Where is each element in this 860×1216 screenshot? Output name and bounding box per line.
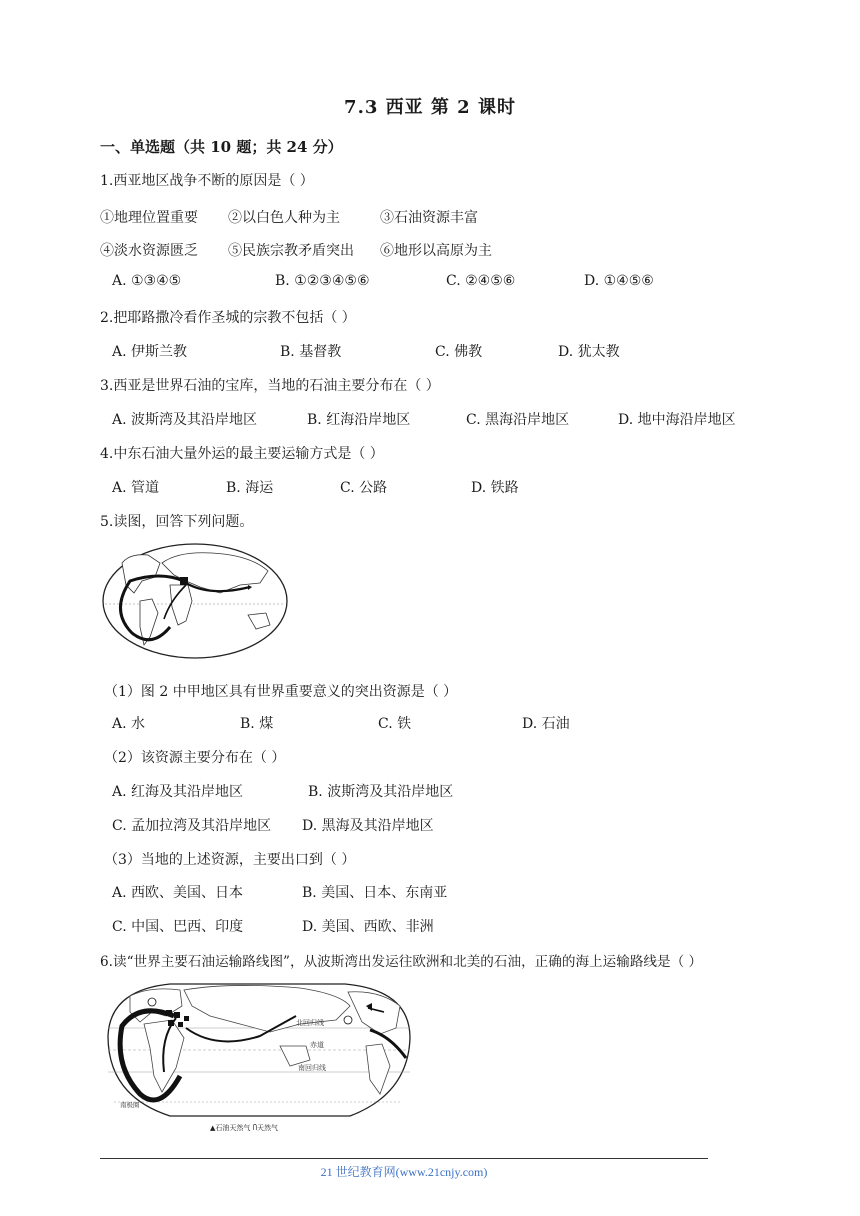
question-5-3-option-d[interactable]: D. 美国、西欧、非洲: [302, 919, 434, 935]
question-1-option-b[interactable]: B. ①②③④⑤⑥: [275, 273, 370, 289]
question-1-item: ⑥地形以高原为主: [380, 243, 492, 259]
question-2-option-c[interactable]: C. 佛教: [435, 344, 483, 360]
question-2-option-d[interactable]: D. 犹太教: [558, 344, 620, 360]
question-5-1-option-c[interactable]: C. 铁: [378, 716, 412, 732]
question-1-item: ②以白色人种为主: [228, 210, 340, 226]
question-1-option-d[interactable]: D. ①④⑤⑥: [584, 273, 654, 289]
question-3-option-c[interactable]: C. 黑海沿岸地区: [466, 412, 570, 428]
question-3-option-b[interactable]: B. 红海沿岸地区: [307, 412, 411, 428]
question-1-item: ①地理位置重要: [100, 210, 198, 226]
question-5-3-option-a[interactable]: A. 西欧、美国、日本: [112, 885, 244, 901]
section-heading: 一、单选题（共 10 题；共 24 分）: [100, 138, 343, 156]
question-5-1-stem: （1）图 2 中甲地区具有世界重要意义的突出资源是（ ）: [104, 684, 458, 700]
question-5-1-option-a[interactable]: A. 水: [112, 716, 146, 732]
question-4-option-c[interactable]: C. 公路: [340, 480, 388, 496]
question-4-option-a[interactable]: A. 管道: [112, 480, 160, 496]
question-4-stem: 4.中东石油大量外运的最主要运输方式是（ ）: [100, 446, 384, 462]
question-5-1-option-d[interactable]: D. 石油: [522, 716, 570, 732]
question-5-stem: 5.读图，回答下列问题。: [100, 514, 254, 530]
world-oil-transport-map: [100, 976, 415, 1134]
question-6-stem: 6.读“世界主要石油运输路线图”，从波斯湾出发运往欧洲和北美的石油，正确的海上运输路线是（ ）: [100, 954, 703, 970]
question-3-stem: 3.西亚是世界石油的宝库，当地的石油主要分布在（ ）: [100, 378, 440, 394]
question-5-2-option-d[interactable]: D. 黑海及其沿岸地区: [302, 818, 434, 834]
question-2-option-b[interactable]: B. 基督教: [280, 344, 342, 360]
question-4-option-b[interactable]: B. 海运: [226, 480, 274, 496]
question-1-option-c[interactable]: C. ②④⑤⑥: [446, 273, 516, 289]
map-label-equator: 赤道: [310, 1041, 324, 1049]
map-legend: ▲石油天然气 Ⴖ天然气: [210, 1124, 279, 1132]
question-2-stem: 2.把耶路撒冷看作圣城的宗教不包括（ ）: [100, 310, 356, 326]
map-label-antarctic-circle: 南极圈: [120, 1101, 140, 1109]
question-3-option-d[interactable]: D. 地中海沿岸地区: [618, 412, 736, 428]
footer-link[interactable]: 21 世纪教育网(www.21cnjy.com): [320, 1165, 488, 1179]
question-4-option-d[interactable]: D. 铁路: [471, 480, 519, 496]
question-1-stem: 1.西亚地区战争不断的原因是（ ）: [100, 173, 314, 189]
oil-route-map-small: [100, 541, 290, 662]
question-3-option-a[interactable]: A. 波斯湾及其沿岸地区: [112, 412, 258, 428]
question-5-1-option-b[interactable]: B. 煤: [240, 716, 274, 732]
question-1-item: ③石油资源丰富: [380, 210, 478, 226]
question-5-2-option-b[interactable]: B. 波斯湾及其沿岸地区: [308, 784, 454, 800]
question-5-2-stem: （2）该资源主要分布在（ ）: [104, 750, 286, 766]
question-5-3-option-c[interactable]: C. 中国、巴西、印度: [112, 919, 244, 935]
map-label-tropic-south: 南回归线: [298, 1064, 326, 1072]
question-5-3-option-b[interactable]: B. 美国、日本、东南亚: [302, 885, 448, 901]
question-2-option-a[interactable]: A. 伊斯兰教: [112, 344, 188, 360]
page-title: 7.3 西亚 第 2 课时: [344, 97, 516, 118]
question-5-2-option-a[interactable]: A. 红海及其沿岸地区: [112, 784, 244, 800]
footer-divider: [100, 1158, 708, 1159]
question-1-item: ⑤民族宗教矛盾突出: [228, 243, 354, 259]
question-5-3-stem: （3）当地的上述资源，主要出口到（ ）: [104, 852, 356, 868]
map-label-tropic-north: 北回归线: [296, 1019, 324, 1027]
question-5-2-option-c[interactable]: C. 孟加拉湾及其沿岸地区: [112, 818, 272, 834]
question-1-item: ④淡水资源匮乏: [100, 243, 198, 259]
question-1-option-a[interactable]: A. ①③④⑤: [112, 273, 182, 289]
